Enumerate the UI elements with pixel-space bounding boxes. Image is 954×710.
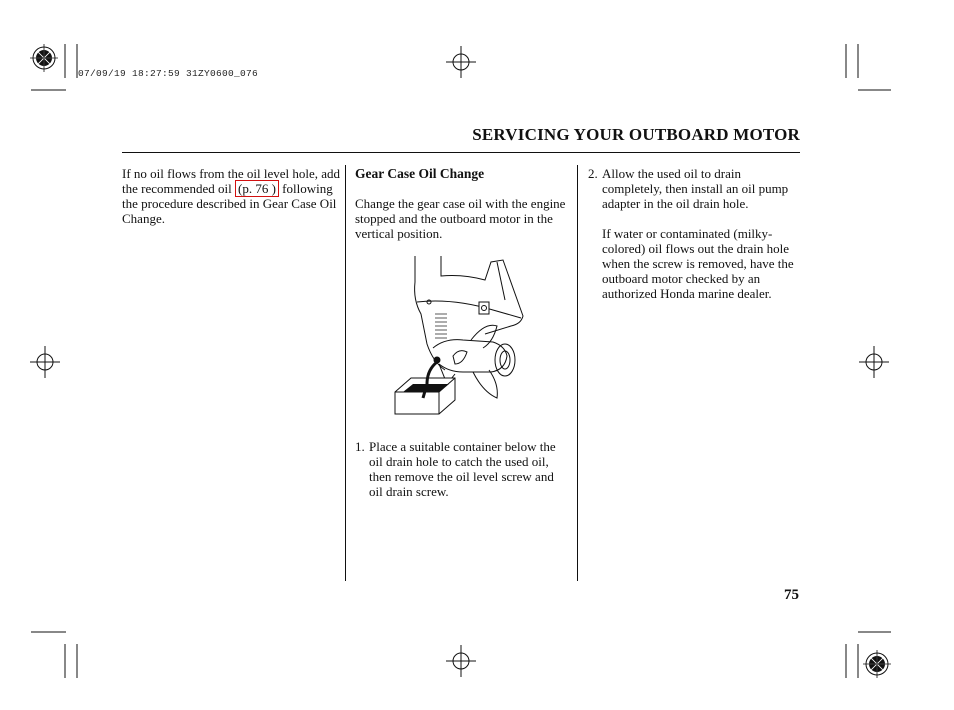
step-1-text: Place a suitable container below the oil drain hole to catch the used oil, then remove the oil level screw and oil drain screw.	[369, 439, 556, 499]
gear-case-heading: Gear Case Oil Change	[355, 166, 485, 181]
step-2-text: Allow the used oil to drain completely, then install an oil pump adapter in the oil drain hole.	[602, 166, 789, 211]
step-1	[355, 439, 569, 499]
section-title: SERVICING YOUR OUTBOARD MOTOR	[472, 125, 800, 144]
title-rule	[122, 152, 800, 153]
page-reference-link[interactable]: (p. 76 )	[235, 180, 279, 197]
no-oil-text-start: If no oil flows from the oil level hole, add the recommended oil	[122, 166, 341, 196]
step-2-number: 2.	[588, 166, 598, 181]
step-1-number: 1.	[355, 439, 365, 454]
column-divider-right	[577, 165, 578, 581]
column-left	[122, 166, 342, 226]
gear-case-intro: Change the gear case oil with the engine stopped and the outboard motor in the vertical position.	[355, 196, 566, 241]
page-number: 75	[784, 587, 799, 603]
column-right	[588, 166, 800, 301]
print-timestamp: 07/09/19 18:27:59 31ZY0600_076	[78, 68, 259, 79]
no-oil-paragraph	[122, 166, 342, 226]
step-2	[588, 166, 800, 211]
contamination-note: If water or contaminated (milky-colored) oil flows out the drain hole when the screw is removed, have the outboard motor checked by an authorized Honda marine dealer.	[602, 226, 794, 301]
column-divider-left	[345, 165, 346, 581]
no-oil-text-end: following the procedure described in Gear Case Oil Change.	[122, 181, 337, 226]
gear-case-drain-illustration	[393, 252, 528, 417]
